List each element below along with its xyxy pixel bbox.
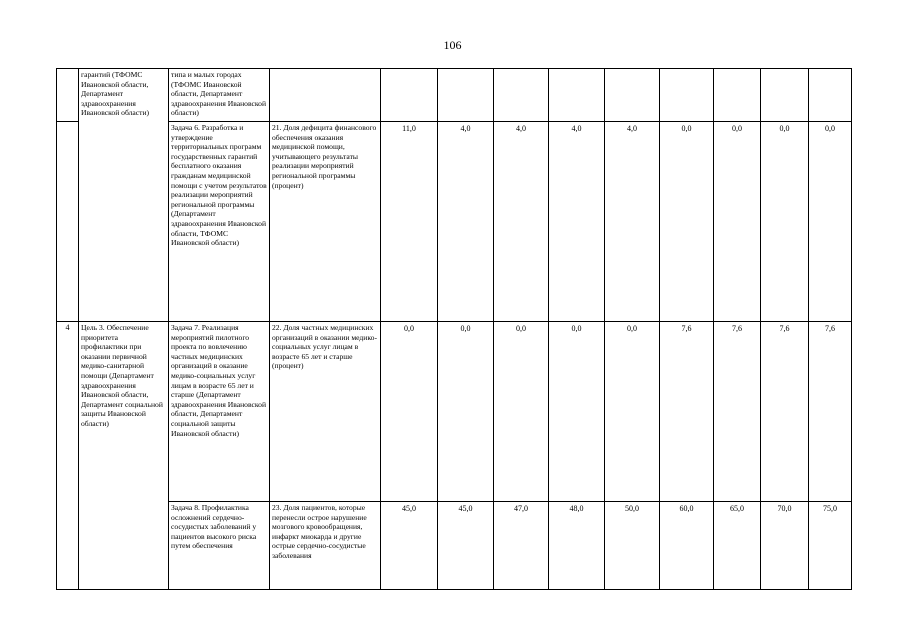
value-cell: 0,0 (761, 122, 809, 322)
value-cell: 0,0 (549, 322, 605, 502)
value-cell: 0,0 (438, 322, 494, 502)
value-cell (494, 69, 549, 122)
value-cell (660, 69, 714, 122)
value-cell: 4,0 (438, 122, 494, 322)
value-cell (381, 69, 438, 122)
value-cell: 0,0 (605, 322, 660, 502)
value-cell: 65,0 (714, 502, 761, 590)
task-cell: Задача 8. Профилактика осложнений сердечно-сосудистых заболеваний у пациентов высокого риска путем обеспечения (169, 502, 270, 590)
value-cell: 75,0 (809, 502, 852, 590)
value-cell: 0,0 (714, 122, 761, 322)
value-cell: 60,0 (660, 502, 714, 590)
value-cell (714, 69, 761, 122)
targets-table (56, 68, 852, 590)
row-number-cell: 4 (57, 322, 79, 590)
value-cell (809, 69, 852, 122)
value-cell: 47,0 (494, 502, 549, 590)
table-row (57, 322, 852, 502)
goal-cell: гарантий (ТФОМС Ивановской области, Департамент здравоохранения Ивановской области) (79, 69, 169, 322)
value-cell: 50,0 (605, 502, 660, 590)
value-cell: 7,6 (660, 322, 714, 502)
table-row (57, 122, 852, 322)
task-cell: Задача 7. Реализация мероприятий пилотного проекта по вовлечению частных медицинских организаций в оказание медико-социальных услуг лицам в возрасте 65 лет и старше (Департамент здравоохранения Ивановской области, Департамент социальной защиты Ивановской области) (169, 322, 270, 502)
goal-cell: Цель 3. Обеспечение приоритета профилактики при оказании первичной медико-санитарной помощи (Департамент здравоохранения Ивановской области, Департамент социальной защиты Ивановской области) (79, 322, 169, 590)
value-cell (605, 69, 660, 122)
indicator-cell (270, 69, 381, 122)
value-cell: 0,0 (809, 122, 852, 322)
value-cell: 4,0 (494, 122, 549, 322)
table-row (57, 69, 852, 122)
page-number: 106 (443, 38, 462, 52)
row-number-cell (57, 69, 79, 122)
value-cell: 0,0 (494, 322, 549, 502)
value-cell (761, 69, 809, 122)
value-cell: 45,0 (438, 502, 494, 590)
value-cell: 45,0 (381, 502, 438, 590)
value-cell: 0,0 (381, 322, 438, 502)
task-cell: типа и малых городах (ТФОМС Ивановской области, Департамент здравоохранения Ивановской области) (169, 69, 270, 122)
value-cell: 48,0 (549, 502, 605, 590)
indicator-cell: 21. Доля дефицита финансового обеспечения оказания медицинской помощи, учитывающего результаты реализации мероприятий региональной программы (процент) (270, 122, 381, 322)
value-cell: 7,6 (761, 322, 809, 502)
value-cell (438, 69, 494, 122)
task-cell: Задача 6. Разработка и утверждение территориальных программ государственных гарантий бесплатного оказания гражданам медицинской помощи с учетом результатов реализации мероприятий региональной программы (Департамент здравоохранения Ивановской области, ТФОМС Ивановской области) (169, 122, 270, 322)
indicator-cell: 23. Доля пациентов, которые перенесли острое нарушение мозгового кровообращения, инфаркт миокарда и другие острые сердечно-сосудистые заболевания (270, 502, 381, 590)
value-cell: 4,0 (605, 122, 660, 322)
value-cell: 0,0 (660, 122, 714, 322)
value-cell: 4,0 (549, 122, 605, 322)
table-row (57, 502, 852, 590)
value-cell: 11,0 (381, 122, 438, 322)
value-cell: 70,0 (761, 502, 809, 590)
indicator-cell: 22. Доля частных медицинских организаций в оказании медико-социальных услуг лицам в возрасте 65 лет и старше (процент) (270, 322, 381, 502)
value-cell (549, 69, 605, 122)
value-cell: 7,6 (714, 322, 761, 502)
value-cell: 7,6 (809, 322, 852, 502)
row-number-cell (57, 122, 79, 322)
